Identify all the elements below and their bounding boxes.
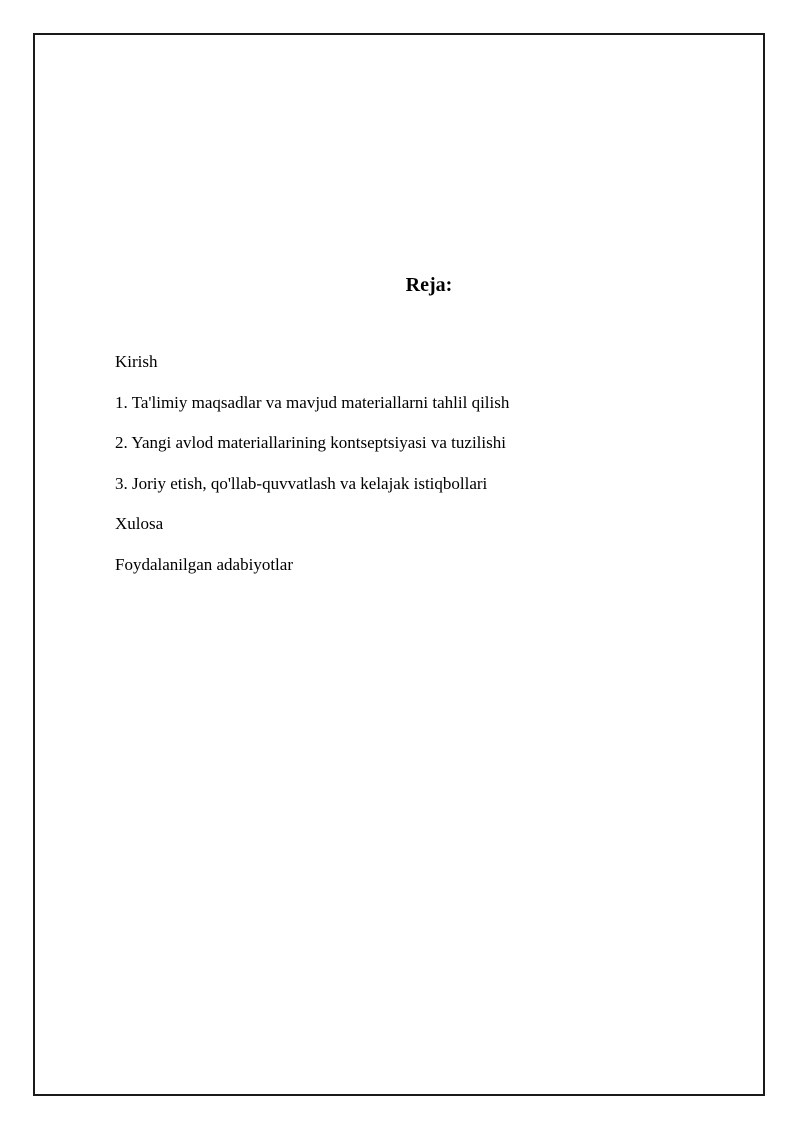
toc-item-section-3: 3. Joriy etish, qo'llab-quvvatlash va kelajak istiqbollari (115, 473, 488, 493)
toc-item-references: Foydalanilgan adabiyotlar (115, 554, 293, 574)
toc-item-section-2: 2. Yangi avlod materiallarining kontseptsiyasi va tuzilishi (115, 433, 506, 452)
table-of-contents (115, 350, 509, 593)
toc-item-conclusion: Xulosa (115, 514, 164, 533)
toc-item-introduction: Kirish (115, 352, 158, 371)
toc-item-section-1: 1. Ta'limiy maqsadlar va mavjud materiallarni tahlil qilish (115, 392, 510, 412)
page-title: Reja: (405, 274, 453, 296)
